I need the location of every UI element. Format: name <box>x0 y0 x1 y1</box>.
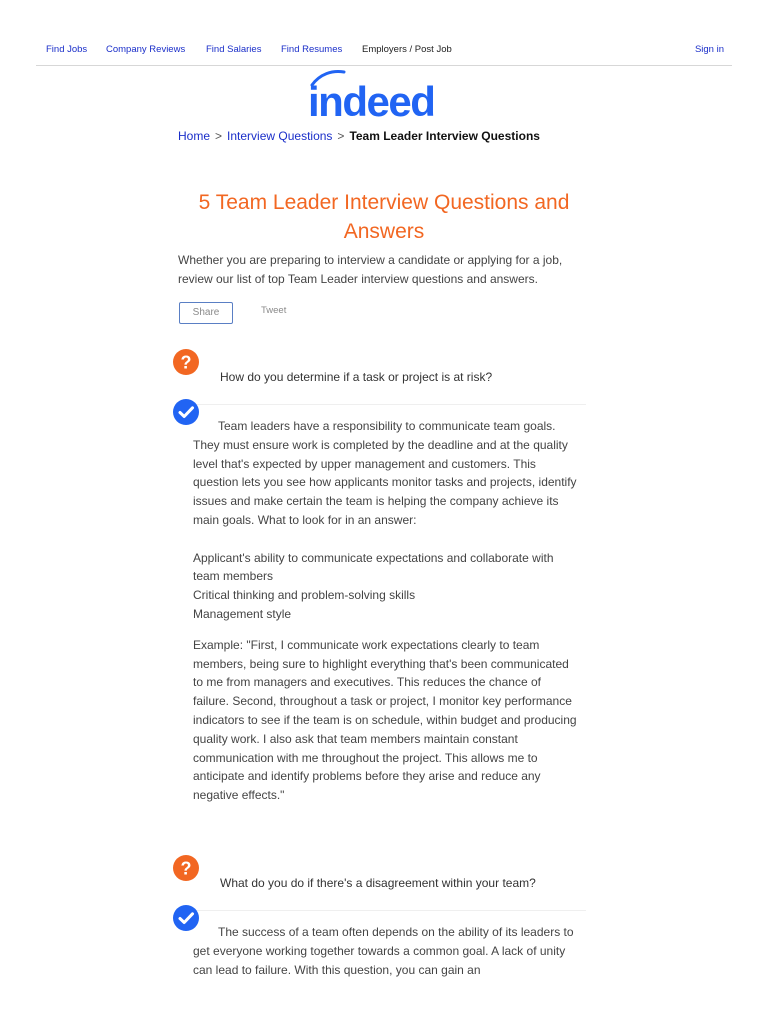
divider <box>196 910 586 911</box>
breadcrumb-interview-questions-link[interactable]: Interview Questions <box>227 129 333 143</box>
nav-find-jobs-link[interactable]: Find Jobs <box>46 44 88 55</box>
question-text: How do you determine if a task or project is at risk? <box>220 370 493 384</box>
indeed-logo[interactable] <box>308 68 468 124</box>
question-text: What do you do if there's a disagreement within your team? <box>220 876 536 890</box>
answer-example: Example: "First, I communicate work expectations clearly to team members, being sure to highlight everything that's been communicated to me from managers and executives. This reduces the chance of failure. Second, throughout a task or project, I monitor key performance indicators to see if the team is on schedule, within budget and producing quality work. I also ask that team members maintain constant communication with me throughout the project. This allows me to anticipate and identify problems before they arise and reduce any negative effects." <box>193 637 577 803</box>
question-mark-icon <box>173 349 199 375</box>
list-item: Applicant's ability to communicate expectations and collaborate with team members <box>193 550 554 584</box>
answer-criteria-list <box>193 549 579 624</box>
nav-find-salaries-link[interactable]: Find Salaries <box>206 44 262 55</box>
intro-text: Whether you are preparing to interview a candidate or applying for a job, review our list of top Team Leader interview questions and answers. <box>178 253 563 286</box>
answer-intro: The success of a team often depends on the ability of its leaders to get everyone working together towards a common goal. A lack of unity can lead to failure. With this question, you can gain an <box>193 925 574 977</box>
list-item: Management style <box>193 606 292 621</box>
breadcrumb <box>178 129 540 143</box>
breadcrumb-current-page: Team Leader Interview Questions <box>349 129 540 143</box>
svg-text:?: ? <box>180 352 192 373</box>
nav-find-resumes-link[interactable]: Find Resumes <box>281 44 343 55</box>
nav-employers-post-job-link[interactable]: Employers / Post Job <box>362 44 452 55</box>
share-button[interactable]: Share <box>179 302 233 324</box>
answer-block <box>193 417 579 824</box>
top-navigation <box>36 38 732 66</box>
breadcrumb-home-link[interactable]: Home <box>178 129 211 143</box>
list-item: Critical thinking and problem-solving skills <box>193 588 416 603</box>
sign-in-link[interactable]: Sign in <box>694 44 724 55</box>
divider <box>196 404 586 405</box>
nav-company-reviews-link[interactable]: Company Reviews <box>106 44 186 55</box>
answer-intro: Team leaders have a responsibility to communicate team goals. They must ensure work is completed by the deadline and at the quality level that's expected by upper management and customers. This question lets you see how applicants monitor tasks and projects, identify issues and make certain the team is helping the company achieve its main goals. What to look for in an answer: <box>193 419 577 527</box>
page-title: 5 Team Leader Interview Questions and Answers <box>198 191 570 243</box>
answer-block <box>193 923 579 998</box>
question-mark-icon <box>173 855 199 881</box>
tweet-button[interactable]: Tweet <box>261 305 287 316</box>
breadcrumb-separator: > <box>337 129 345 143</box>
svg-text:?: ? <box>180 858 192 879</box>
svg-text:indeed: indeed <box>308 78 435 124</box>
breadcrumb-separator: > <box>215 129 223 143</box>
